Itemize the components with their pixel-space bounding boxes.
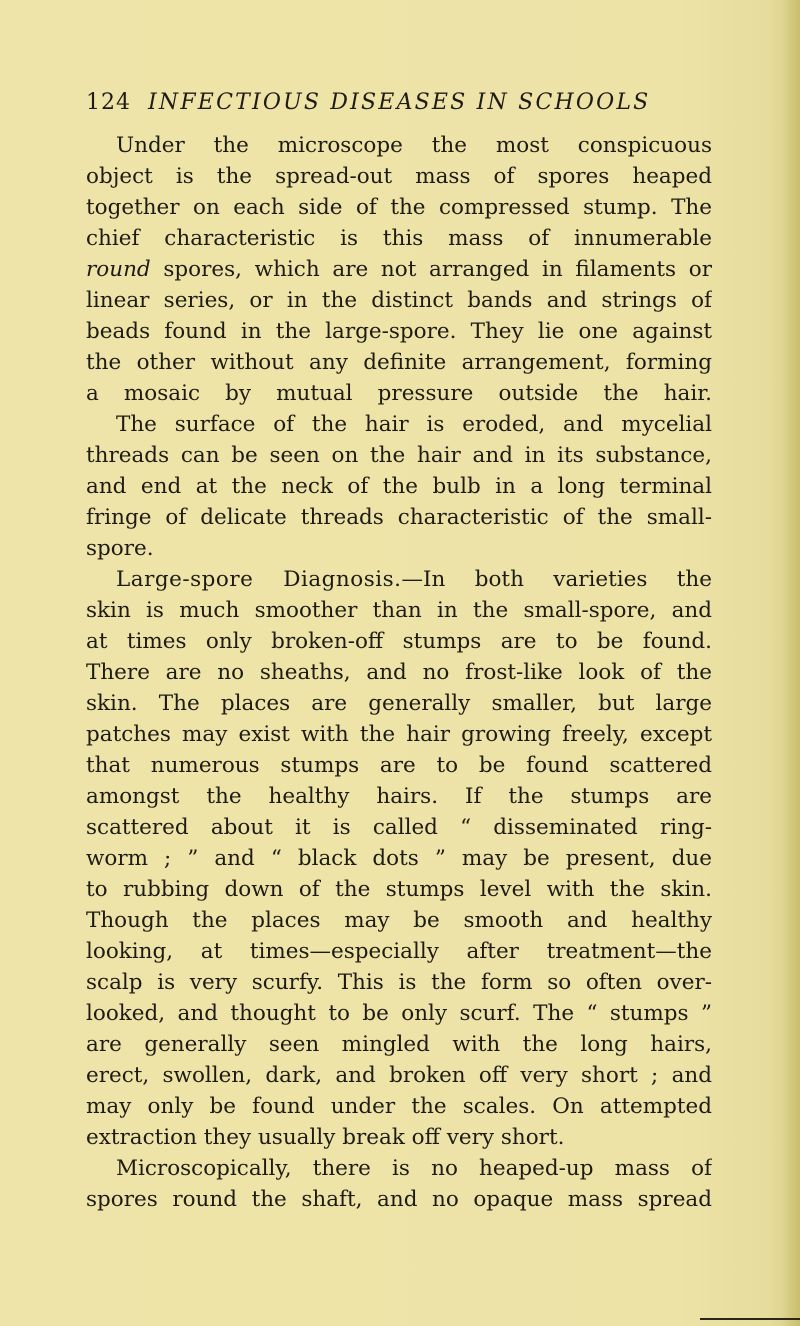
line-text: The surface of the hair is eroded, and mycelial [116, 412, 712, 437]
text-line [86, 409, 712, 440]
text-line [86, 626, 712, 657]
line-text: Microscopically, there is no heaped-up mass of [116, 1156, 712, 1181]
line-text: scalp is very scurfy. This is the form so often over- [86, 970, 712, 995]
line-text: spores round the shaft, and no opaque mass spread [86, 1187, 712, 1212]
text-line [86, 564, 712, 595]
line-text: spores, which are not arranged in filaments or [150, 257, 712, 282]
line-text: skin. The places are generally smaller, but large [86, 691, 712, 716]
line-text: spore. [86, 536, 154, 561]
text-line [86, 254, 712, 285]
line-text: amongst the healthy hairs. If the stumps are [86, 784, 712, 809]
line-text: worm ; ” and “ black dots ” may be present, due [86, 846, 712, 871]
line-text: patches may exist with the hair growing freely, except [86, 722, 712, 747]
line-text: looking, at times—especially after treatment—the [86, 939, 712, 964]
text-line [86, 378, 712, 409]
line-text: erect, swollen, dark, and broken off very short ; and [86, 1063, 712, 1088]
line-text: and end at the neck of the bulb in a long terminal [86, 474, 712, 499]
line-text: —In both varieties the [401, 567, 712, 592]
text-line [86, 440, 712, 471]
line-text: looked, and thought to be only scurf. The “ stumps ” [86, 1001, 712, 1026]
text-line [86, 719, 712, 750]
line-text: fringe of delicate threads characteristic of the small- [86, 505, 712, 530]
text-line [86, 1029, 712, 1060]
text-line [86, 1122, 712, 1153]
text-line [86, 843, 712, 874]
text-line [86, 1060, 712, 1091]
text-line [86, 502, 712, 533]
line-text: There are no sheaths, and no frost-like look of the [86, 660, 712, 685]
text-line [86, 130, 712, 161]
text-line [86, 812, 712, 843]
text-line [86, 595, 712, 626]
line-text: may only be found under the scales. On attempted [86, 1094, 712, 1119]
running-head: INFECTIOUS DISEASES IN SCHOOLS [148, 90, 651, 115]
line-text: to rubbing down of the stumps level with the skin. [86, 877, 712, 902]
text-line [86, 1153, 712, 1184]
text-line [86, 471, 712, 502]
line-text: skin is much smoother than in the small-spore, and [86, 598, 712, 623]
page-number: 124 [86, 90, 131, 115]
page-edge-shadow [782, 0, 800, 1326]
line-text: are generally seen mingled with the long hairs, [86, 1032, 712, 1057]
line-text: together on each side of the compressed stump. The [86, 195, 712, 220]
line-text: linear series, or in the distinct bands and strings of [86, 288, 712, 313]
text-line [86, 192, 712, 223]
text-line [86, 533, 712, 564]
text-line [86, 223, 712, 254]
text-line [86, 161, 712, 192]
line-text: object is the spread-out mass of spores heaped [86, 164, 712, 189]
text-line [86, 781, 712, 812]
text-line [86, 657, 712, 688]
text-line [86, 905, 712, 936]
line-text: scattered about it is called “ disseminated ring- [86, 815, 712, 840]
line-text: threads can be seen on the hair and in its substance, [86, 443, 712, 468]
text-line [86, 347, 712, 378]
page-header [86, 90, 706, 122]
text-line [86, 750, 712, 781]
text-line [86, 688, 712, 719]
section-heading: Large-spore Diagnosis. [116, 567, 402, 592]
text-line [86, 1184, 712, 1215]
body-text [86, 130, 712, 1215]
text-line [86, 1091, 712, 1122]
line-text: a mosaic by mutual pressure outside the hair. [86, 381, 712, 406]
page-edge-line [700, 1318, 800, 1320]
line-text: the other without any definite arrangement, forming [86, 350, 712, 375]
line-text: chief characteristic is this mass of innumerable [86, 226, 712, 251]
line-text: that numerous stumps are to be found scattered [86, 753, 712, 778]
line-text: Though the places may be smooth and healthy [86, 908, 712, 933]
text-line [86, 936, 712, 967]
line-text: at times only broken-off stumps are to be found. [86, 629, 712, 654]
line-text: beads found in the large-spore. They lie one against [86, 319, 712, 344]
text-line [86, 998, 712, 1029]
text-line [86, 285, 712, 316]
italic-word: round [86, 257, 151, 282]
text-line [86, 316, 712, 347]
line-text: Under the microscope the most conspicuous [116, 133, 712, 158]
text-line [86, 874, 712, 905]
text-line [86, 967, 712, 998]
line-text: extraction they usually break off very short. [86, 1125, 565, 1150]
